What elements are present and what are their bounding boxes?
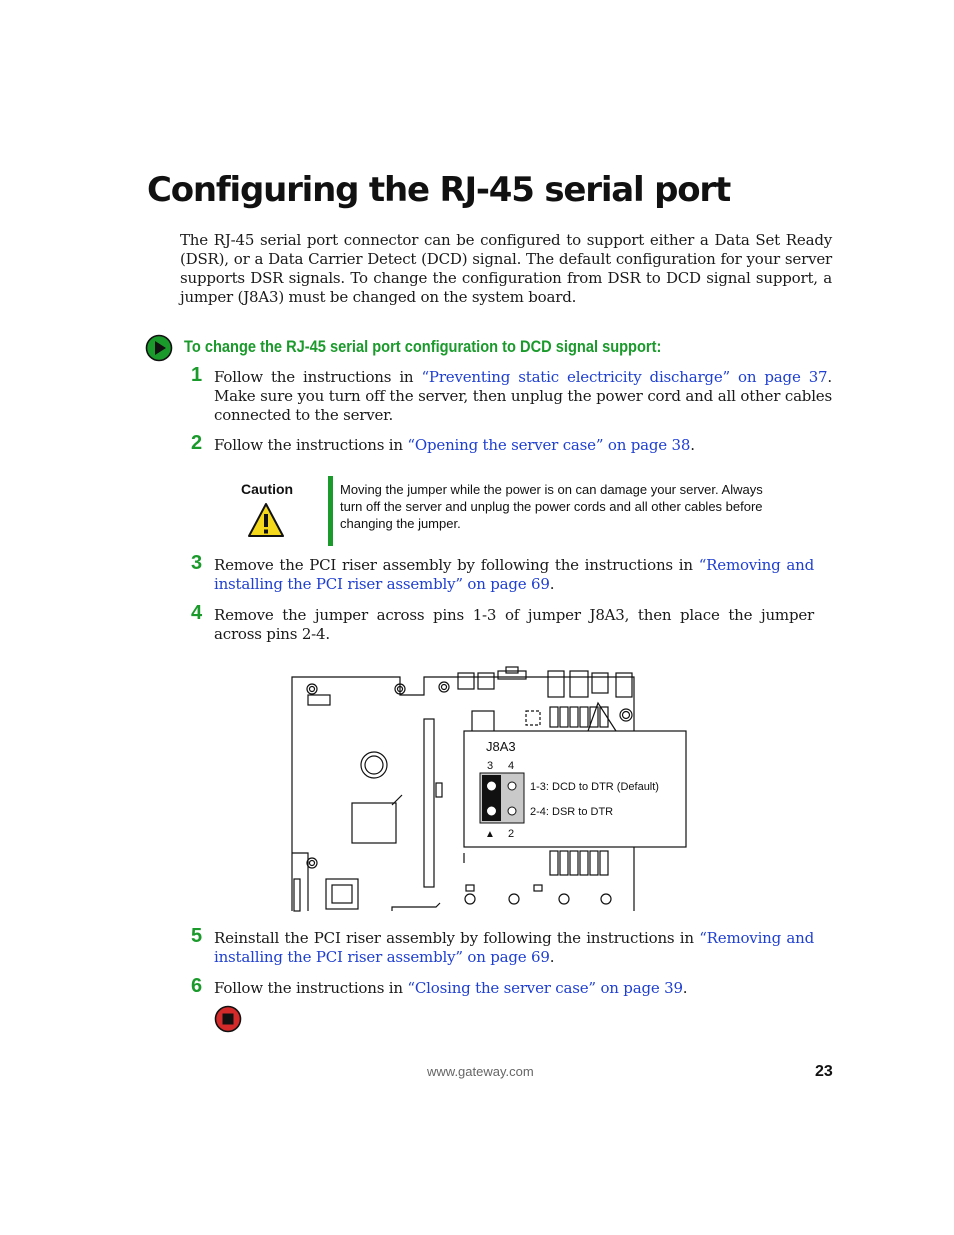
step-6-before: Follow the instructions in [214, 979, 408, 997]
step-number-1: 1 [191, 364, 203, 386]
step-5-link[interactable]: “Removing and installing the PCI riser assembly” on page 69 [214, 929, 814, 966]
step-2-after: . [690, 436, 695, 454]
intro-paragraph: The RJ-45 serial port connector can be configured to support either a Data Set Ready (DSR), or a Data Carrier Detect (DCD) signal. The default configuration for your server supports DSR signals. To change the configuration from DSR to DCD signal support, a jumper (J8A3) must be changed on the system board. [180, 231, 832, 306]
step-number-4: 4 [191, 602, 203, 624]
footer-url: www.gateway.com [427, 1064, 534, 1079]
pin-4-label: 4 [508, 760, 515, 772]
step-5-text [214, 929, 814, 967]
step-1-before: Follow the instructions in [214, 368, 422, 386]
step-5-before: Reinstall the PCI riser assembly by following the instructions in [214, 929, 700, 947]
setting-2-label: 2-4: DSR to DTR [530, 806, 614, 818]
step-3-link[interactable]: “Removing and installing the PCI riser assembly” on page 69 [214, 556, 814, 593]
step-2-link[interactable]: “Opening the server case” on page 38 [407, 436, 691, 454]
step-6-link[interactable]: “Closing the server case” on page 39 [407, 979, 683, 997]
jumper-name-label: J8A3 [486, 739, 516, 754]
step-3-text [214, 556, 814, 594]
step-6-after: . [682, 979, 688, 997]
step-2-text [214, 436, 832, 455]
setting-1-label: 1-3: DCD to DTR (Default) [530, 781, 659, 793]
procedure-heading: To change the RJ-45 serial port configuration to DCD signal support: [184, 337, 662, 356]
play-arrow-icon [145, 334, 173, 362]
pin-1-marker: ▲ [485, 829, 495, 840]
step-number-2: 2 [191, 432, 203, 454]
caution-text: Moving the jumper while the power is on can damage your server. Always turn off the server and unplug the power cords and all other cables before changing the jumper. [340, 482, 763, 531]
stop-icon [214, 1005, 242, 1033]
step-number-3: 3 [191, 552, 203, 574]
step-6-text [214, 979, 832, 998]
step-1-text [214, 368, 832, 425]
pin-3-label: 3 [487, 760, 494, 772]
page-title: Configuring the RJ-45 serial port [147, 170, 731, 210]
step-4-text: Remove the jumper across pins 1-3 of jumper J8A3, then place the jumper across pins 2-4. [214, 606, 814, 643]
page-number: 23 [815, 1063, 833, 1080]
step-3-after: . [549, 575, 555, 593]
step-1-link[interactable]: “Preventing static electricity discharge” on page 37 [421, 368, 828, 386]
step-3-before: Remove the PCI riser assembly by following the instructions in [214, 556, 699, 574]
pin-2-label: 2 [508, 828, 515, 840]
step-1-after: . Make sure you turn off the server, then unplug the power cord and all other cables connected to the server. [214, 368, 832, 424]
step-number-6: 6 [191, 975, 203, 997]
step-2-before: Follow the instructions in [214, 436, 408, 454]
step-5-after: . [549, 948, 555, 966]
step-number-5: 5 [191, 925, 203, 947]
warning-triangle-icon [247, 502, 285, 538]
caution-label: Caution [241, 481, 294, 497]
system-board-diagram [288, 663, 688, 913]
caution-divider [328, 476, 333, 546]
